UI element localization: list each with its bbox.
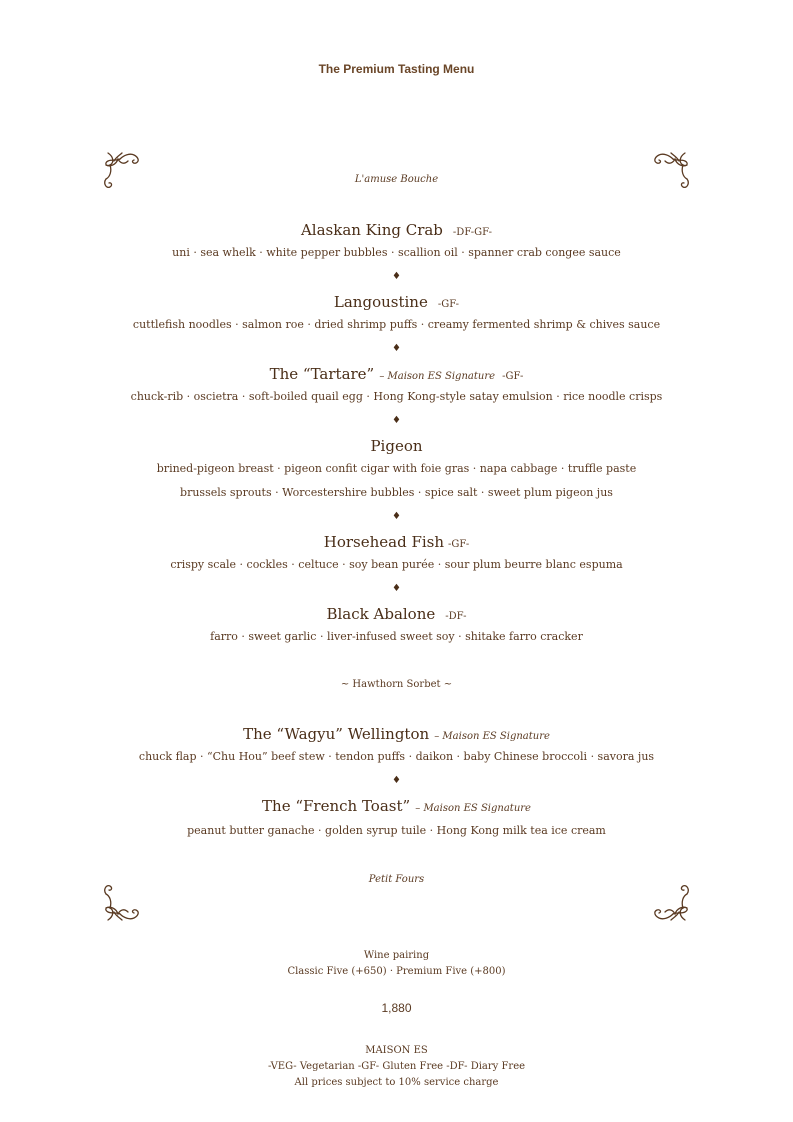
dish-name: The “French Toast” [262,797,411,815]
dish-description: farro · sweet garlic · liver-infused sweet soy · shitake farro cracker [210,630,583,643]
dietary-tag: -DF- [445,611,467,622]
dietary-tag: -GF- [502,371,524,382]
dish-name: Langoustine [333,293,428,311]
sorbet-course: ~ Hawthorn Sorbet ~ [340,679,453,690]
wine-pairing-options: Classic Five (+650) · Premium Five (+800) [287,966,506,977]
signature-note: – Maison ES Signature [434,731,550,742]
dish-name: The “Wagyu” Wellington [243,725,430,743]
dish-name: Pigeon [370,437,423,455]
dietary-legend: -VEG- Vegetarian -GF- Gluten Free -DF- Diary Free [267,1061,526,1072]
petit-fours-heading: Petit Fours [368,874,425,885]
dietary-tag: -DF-GF- [452,227,493,238]
flourish-corner-icon [643,147,693,197]
wine-pairing-title: Wine pairing [363,950,430,961]
dish-name: Black Abalone [326,605,436,623]
page-title: The Premium Tasting Menu [318,62,475,76]
diamond-separator-icon: ♦ [392,415,401,426]
dish-description: peanut butter ganache · golden syrup tuile · Hong Kong milk tea ice cream [187,824,606,837]
dish-title [0,364,793,383]
dish-title [0,604,793,623]
dish-name: The “Tartare” [269,365,375,383]
dish-description: cuttlefish noodles · salmon roe · dried shrimp puffs · creamy fermented shrimp & chives sauce [132,318,661,331]
dish-description: crispy scale · cockles · celtuce · soy bean purée · sour plum beurre blanc espuma [170,558,623,571]
dietary-tag: -GF- [448,539,470,550]
flourish-corner-icon [100,147,150,197]
diamond-separator-icon: ♦ [392,271,401,282]
dish-title [0,292,793,311]
dish-description: uni · sea whelk · white pepper bubbles · scallion oil · spanner crab congee sauce [172,246,621,259]
diamond-separator-icon: ♦ [392,583,401,594]
dish-description: chuck flap · “Chu Hou” beef stew · tendon puffs · daikon · baby Chinese broccoli · savora jus [138,750,655,763]
dish-title [0,220,793,239]
dish-title [0,436,793,455]
dish-description: chuck-rib · oscietra · soft-boiled quail egg · Hong Kong-style satay emulsion · rice noodle crisps [130,390,663,403]
signature-note: – Maison ES Signature [415,803,531,814]
signature-note: – Maison ES Signature [379,371,496,382]
brand-name: MAISON ES [365,1045,428,1056]
dish-title [0,724,793,743]
dish-description: brined-pigeon breast · pigeon confit cigar with foie gras · napa cabbage · truffle paste [156,462,637,475]
menu-price: 1,880 [381,1001,412,1015]
dietary-tag: -GF- [437,299,460,310]
diamond-separator-icon: ♦ [392,511,401,522]
service-charge-note: All prices subject to 10% service charge [294,1077,499,1088]
dish-name: Horsehead Fish [323,533,445,551]
diamond-separator-icon: ♦ [392,775,401,786]
diamond-separator-icon: ♦ [392,343,401,354]
dish-description: brussels sprouts · Worcestershire bubbles · spice salt · sweet plum pigeon jus [180,486,613,499]
dish-title [0,796,793,815]
dish-name: Alaskan King Crab [300,221,443,239]
amuse-bouche-heading: L'amuse Bouche [354,174,439,185]
dish-title [0,532,793,551]
